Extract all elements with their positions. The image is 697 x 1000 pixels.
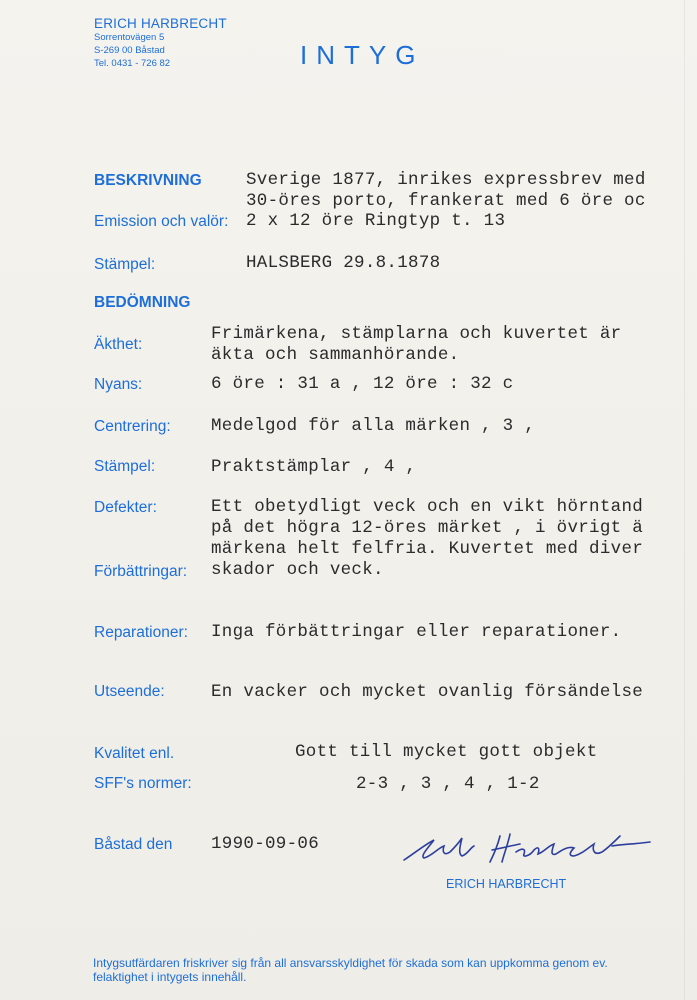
issuer-phone: Tel. 0431 - 726 82	[94, 58, 171, 69]
utseende-value: En vacker och mycket ovanlig försändelse	[211, 682, 644, 702]
issuer-block	[94, 16, 227, 70]
paper-edge-shadow	[684, 0, 685, 1000]
place-label: Båstad den	[94, 836, 173, 853]
forbattringar-value: skador och veck.	[211, 560, 384, 580]
handwritten-signature	[398, 822, 658, 877]
page-title: INTYG	[300, 40, 425, 70]
akthet-line-2: äkta och sammanhörande.	[211, 345, 460, 365]
issuer-street: Sorrentovägen 5	[94, 32, 165, 43]
kvalitet-label: Kvalitet enl.	[94, 745, 175, 762]
nyans-value: 6 öre : 31 a , 12 öre : 32 c	[211, 374, 514, 394]
kvalitet-value: Gott till mycket gott objekt	[295, 742, 598, 762]
sff-normer-value: 2-3 , 3 , 4 , 1-2	[356, 774, 540, 794]
emission-label: Emission och valör:	[94, 213, 229, 230]
akthet-line-1: Frimärkena, stämplarna och kuvertet är	[211, 324, 622, 344]
forbattringar-label: Förbättringar:	[94, 563, 188, 580]
date-value: 1990-09-06	[211, 834, 320, 854]
stampel2-value: Praktstämplar , 4 ,	[211, 457, 417, 477]
issuer-name: ERICH HARBRECHT	[94, 16, 227, 31]
defekter-line-3: märkena helt felfria. Kuvertet med diver	[211, 539, 644, 559]
beskrivning-label: BESKRIVNING	[94, 172, 202, 189]
defekter-line-2: på det högra 12-öres märket , i övrigt ä	[211, 518, 644, 538]
disclaimer-text: Intygsutfärdaren friskriver sig från all ansvarsskyldighet för skada som kan uppkomma genom ev. felaktighet i intygets innehåll.	[93, 956, 608, 984]
stampel-value: HALSBERG 29.8.1878	[246, 253, 441, 273]
centrering-value: Medelgod för alla märken , 3 ,	[211, 416, 536, 436]
reparationer-label: Reparationer:	[94, 624, 188, 641]
defekter-line-1: Ett obetydligt veck och en vikt hörntand	[211, 497, 644, 517]
emission-value: 2 x 12 öre Ringtyp t. 13	[246, 211, 506, 231]
stampel-label: Stämpel:	[94, 256, 156, 273]
sff-normer-label: SFF's normer:	[94, 775, 192, 792]
centrering-label: Centrering:	[94, 418, 171, 435]
bedomning-label: BEDÖMNING	[94, 294, 191, 311]
stampel2-label: Stämpel:	[94, 458, 156, 475]
defekter-label: Defekter:	[94, 499, 157, 516]
signer-name: ERICH HARBRECHT	[446, 877, 567, 891]
akthet-label: Äkthet:	[94, 336, 143, 353]
issuer-city: S-269 00 Båstad	[94, 45, 165, 56]
beskrivning-line-2: 30-öres porto, frankerat med 6 öre oc	[246, 191, 646, 211]
reparationer-value: Inga förbättringar eller reparationer.	[211, 622, 622, 642]
utseende-label: Utseende:	[94, 683, 165, 700]
beskrivning-line-1: Sverige 1877, inrikes expressbrev med	[246, 170, 646, 190]
nyans-label: Nyans:	[94, 376, 143, 393]
